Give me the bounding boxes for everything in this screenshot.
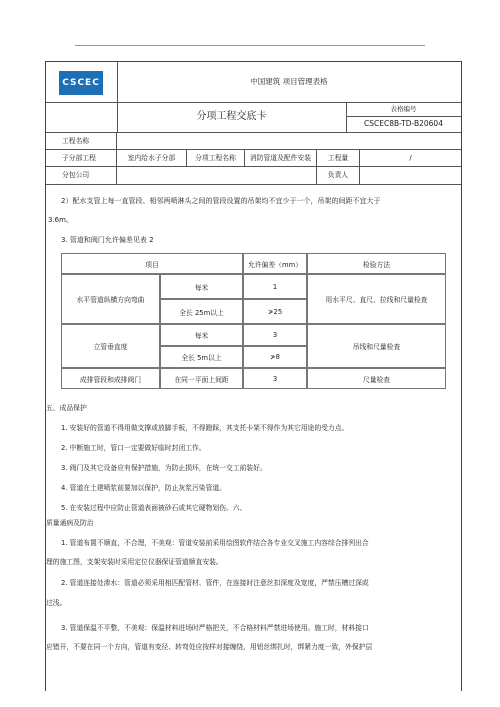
hanger-spacing-text-cont: 3.6m。 [48, 216, 73, 224]
protection-heading: 五、成品保护 [46, 404, 87, 412]
table-value: 3 [243, 324, 307, 346]
subcontractor-value[interactable] [117, 167, 317, 184]
quality-item-1-cont: 理的施工图，支架安装时采用定位仪器保证管道顺直安装。 [46, 558, 223, 566]
table-value: 1 [243, 274, 307, 299]
form-title: 分项工程交底卡 [117, 102, 347, 132]
protection-item: 2. 中断施工时，管口一定要做好临时封闭工作。 [61, 444, 206, 452]
item-label: 分项工程名称 [187, 150, 245, 167]
responsible-label: 负责人 [317, 167, 360, 184]
protection-item: 5. 在安装过程中应防止管道表面被砂石或其它硬物划伤。六、 [61, 504, 247, 512]
quality-item-1: 1. 管道布置不顺直，不合理，不美观：管道安装前采用绘图软件结合各专业交叉施工内容综合排列出合 [61, 539, 369, 547]
table-header-tolerance: 允许偏差（mm） [243, 253, 307, 274]
responsible-value[interactable] [360, 167, 461, 184]
quantity-label: 工程量 [317, 150, 360, 167]
protection-item: 4. 管道在土建喷浆前要加以保护，防止灰浆污染管道。 [61, 484, 226, 492]
quality-item-3: 3. 管道保温不平整、不美观：保温材料进场时严格把关，不合格材料严禁进场使用。施工时，材料接口 [61, 624, 369, 632]
sub-project-row [46, 149, 461, 167]
table-item-horizontal: 水平管道纵横方向弯曲 [61, 274, 160, 324]
hanger-spacing-text: 2）配水支管上每一直管段、相邻两喷淋头之间的管段设置的吊架均不宜少于一个，吊架的间距不宜大于 [61, 197, 381, 205]
form-code-label: 表格编号 [346, 102, 461, 117]
protection-item: 3. 阀门及其它设备应有保护措施，为防止损坏，在统一交工前装好。 [61, 464, 267, 472]
table-sub-spacing: 在同一平面上间距 [160, 368, 243, 389]
table-value: ≯8 [243, 346, 307, 368]
subcontractor-label: 分包公司 [46, 167, 117, 184]
table-sub-full-length: 全长 25m以上 [160, 299, 243, 324]
table-item-rows: 成排管段和成排阀门 [61, 368, 160, 389]
table-sub-per-meter: 每米 [160, 274, 243, 299]
top-rule [75, 45, 425, 46]
subcontractor-row [46, 166, 461, 185]
table-caption: 3. 管道和阀门允许偏差见表 2 [61, 236, 154, 244]
quality-item-2-cont: 过浅。 [46, 599, 67, 607]
protection-item: 1. 安装好的管道不得用做支撑或放脚手板，不得蹬踩，其支托卡架不得作为其它用途的受力点。 [61, 424, 349, 432]
table-method: 尺量检查 [307, 368, 446, 389]
sub-project-label: 子分部工程 [46, 150, 117, 167]
form-code-value: CSCEC8B-TD-B20604 [364, 119, 443, 128]
sub-project-value: 室内给水子分部 [117, 150, 187, 167]
organization-title: 中国建筑 项目管理表格 [250, 77, 328, 86]
table-value: 3 [243, 368, 307, 389]
quantity-value: / [409, 154, 412, 162]
table-header-item: 项目 [61, 253, 243, 274]
table-sub-per-meter: 每米 [160, 324, 243, 346]
table-sub-full-length: 全长 5m以上 [160, 346, 243, 368]
cscec-logo-icon: CSCEC [59, 71, 103, 95]
project-name-value[interactable] [117, 133, 461, 150]
quality-item-2: 2. 管道连接处渗水：管道必须采用相匹配管材、管件，在连接时注意丝扣深度及宽度，严禁压槽过深或 [61, 579, 369, 587]
table-item-vertical: 立管垂直度 [61, 324, 160, 368]
table-method: 吊线和尺量检查 [307, 324, 446, 368]
logo-cell [46, 62, 118, 132]
table-method: 用水平尺、直尺、拉线和尺量检查 [307, 274, 446, 324]
project-name-label: 工程名称 [46, 133, 117, 150]
quality-heading: 质量通病及防治 [46, 519, 94, 527]
table-value: ≯25 [243, 299, 307, 324]
item-value: 消防管道及配件安装 [245, 150, 317, 167]
table-header-method: 检验方法 [307, 253, 446, 274]
form-frame [45, 61, 462, 691]
quality-item-3-cont: 应错开，不要在同一个方向，管道有变径、转弯处应按样对接缠绕，用铝丝绑扎时，绑紧力度一致，外保护层 [46, 643, 373, 651]
project-name-row [46, 132, 461, 150]
